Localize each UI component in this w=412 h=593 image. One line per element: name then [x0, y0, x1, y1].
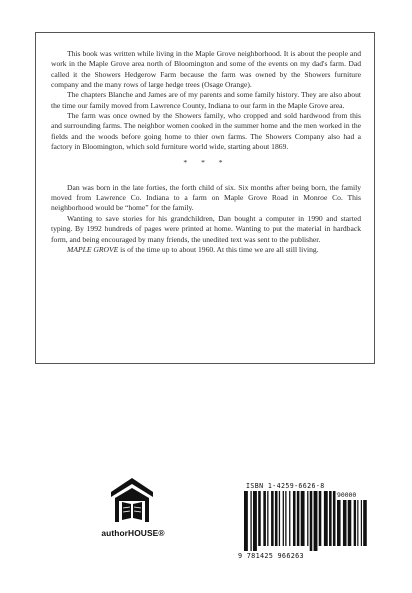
barcode-bar: [319, 491, 322, 546]
blurb-paragraph-2: The chapters Blanche and James are of my parents and some family history. They are also about the time our family moved from Lawrence County, Indiana to our farm in the Maple Grove area.: [51, 90, 361, 110]
barcode-bar: [275, 491, 278, 546]
price-code: 90000: [337, 491, 357, 499]
blurb-paragraph-3: The farm was once owned by the Showers family, who cropped and sold hardwood from this and surrounding farms. The neighbor women cooked in the summer home and the men worked in the fields and the woods before going home to thier own farms. The Showers Company also had a factory in Bloomington, which sold furniture world wide, starting about 1869.: [51, 111, 361, 152]
barcode-bar: [310, 491, 313, 551]
barcode-bar: [258, 491, 261, 546]
blurb-paragraph-6-text: is of the time up to about 1960. At this time we are all still living.: [118, 244, 319, 254]
isbn-label: ISBN 1-4259-6626-8: [246, 482, 325, 490]
publisher-name: authorHOUSE®: [101, 528, 165, 538]
barcode-bar: [354, 500, 356, 546]
barcode-bar: [285, 491, 286, 546]
barcode-bar: [297, 491, 300, 546]
barcode-bar: [348, 500, 352, 546]
blurb-paragraph-6: [51, 245, 361, 255]
bookhouse-logo-icon: [109, 476, 155, 526]
ean-barcode-bars: [244, 491, 336, 551]
barcode-bar: [324, 491, 328, 546]
publisher-logo: [85, 476, 175, 566]
barcode-bar: [244, 491, 248, 551]
barcode-bar: [343, 500, 347, 546]
barcode-bar: [329, 491, 332, 546]
blurb-paragraph-5: Wanting to save stories for his grandchildren, Dan bought a computer in 1990 and started typing. By 1992 hundreds of pages were printed at home. Wanting to put the material in hardback form, and being encouraged by many friends, the unedited text was sent to the publisher.: [51, 213, 361, 244]
price-addon-bars: [337, 500, 367, 551]
ean-digits: 9 781425 966263: [238, 552, 304, 560]
barcode-bar: [289, 491, 290, 546]
blurb-paragraph-4: Dan was born in the late forties, the forth child of six. Six months after being born, the family moved from Lawrence Co. Indiana to a farm on Maple Grove Road in Monroe Co. This neighborhood would be “home” for the family.: [51, 182, 361, 213]
barcode-bar: [263, 491, 266, 546]
barcode-bar: [357, 500, 358, 546]
barcode-bar: [293, 491, 296, 546]
barcode-bar: [279, 491, 280, 546]
book-title: MAPLE GROVE: [67, 244, 119, 254]
barcode-bar: [250, 491, 251, 551]
barcode-bar: [333, 491, 336, 546]
barcode-bar: [307, 491, 308, 546]
back-cover-blurb: [51, 49, 361, 255]
barcode-bar: [337, 500, 341, 546]
isbn-barcode: [236, 482, 372, 561]
barcode-bar: [361, 500, 362, 546]
barcode-bar: [314, 491, 318, 551]
barcode-bar: [253, 491, 257, 551]
barcode-bar: [271, 491, 274, 546]
barcode-bar: [363, 500, 367, 546]
barcode-bar: [267, 491, 268, 546]
barcode-bar: [283, 491, 284, 546]
barcode-bar: [301, 491, 305, 546]
section-separator: * * *: [183, 158, 229, 168]
blurb-paragraph-1: This book was written while living in the Maple Grove neighborhood. It is about the people and work in the Maple Grove area north of Bloomington and some of the events on my dad's farm. Dad called it the Showers Hedgerow Farm because the farm was owned by the Showers furniture company and the many rows of large hedge trees (Osage Orange).: [51, 49, 361, 90]
